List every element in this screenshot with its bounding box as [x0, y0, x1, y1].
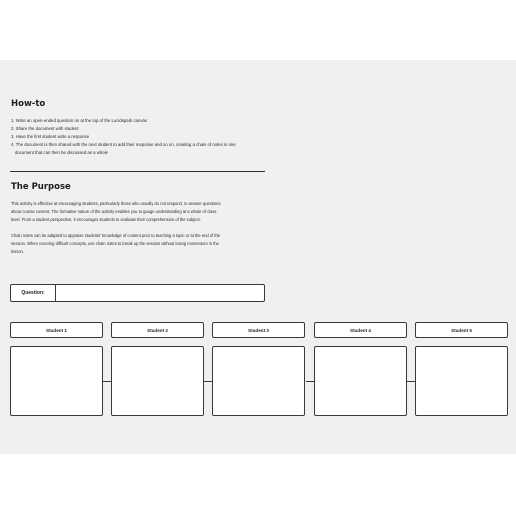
purpose-paragraph-1: [11, 200, 267, 223]
purpose-line: This activity is effective at encouraging students, particularly those who usually do not respond, to answer questions: [11, 201, 221, 206]
purpose-line: lesson.: [11, 248, 24, 254]
purpose-line: level. From a student perspective, it encourages students to evaluate their comprehension of the subject.: [11, 216, 201, 222]
student-1-response-box[interactable]: [10, 346, 103, 416]
chain-connector: [407, 381, 415, 382]
chain-connector: [306, 381, 314, 382]
chain-connector: [103, 381, 111, 382]
purpose-line: about course content. The formative nature of the activity enables you to gauge understanding at a whole of class: [11, 208, 217, 214]
student-5-header[interactable]: Student 5: [415, 322, 508, 338]
howto-step: 2. Share the document with student: [11, 126, 79, 131]
question-label: Question:: [11, 285, 56, 301]
purpose-heading: The Purpose: [11, 182, 71, 192]
howto-step: 3. Have the first student write a response: [11, 134, 90, 139]
howto-step: 4. The document is then shared with the next student to add their response and so on, creating a chain of notes in one: [11, 142, 236, 147]
student-2-header[interactable]: Student 2: [111, 322, 204, 338]
purpose-line: Chain notes can be adapted to appraise students' knowledge of content prior to teaching a topic or at the end of the: [11, 233, 221, 238]
student-3-response-box[interactable]: [212, 346, 305, 416]
student-5-response-box[interactable]: [415, 346, 508, 416]
howto-step-continuation: document that can then be discussed as a whole: [15, 150, 108, 155]
purpose-paragraph-2: [11, 232, 267, 255]
section-divider: [10, 171, 265, 172]
student-4-response-box[interactable]: [314, 346, 407, 416]
student-4-header[interactable]: Student 4: [314, 322, 407, 338]
question-row: [10, 284, 265, 302]
howto-steps: [11, 117, 273, 157]
student-1-header[interactable]: Student 1: [10, 322, 103, 338]
student-3-header[interactable]: Student 3: [212, 322, 305, 338]
question-input[interactable]: [56, 285, 264, 301]
howto-step: 1. Write an open-ended question on at the top of the Lucidspark canvas: [11, 118, 148, 123]
howto-heading: How-to: [11, 99, 46, 109]
student-2-response-box[interactable]: [111, 346, 204, 416]
purpose-line: session. When covering difficult concepts, use chain notes to break up the session without losing momentum in the: [11, 240, 219, 246]
chain-connector: [204, 381, 212, 382]
